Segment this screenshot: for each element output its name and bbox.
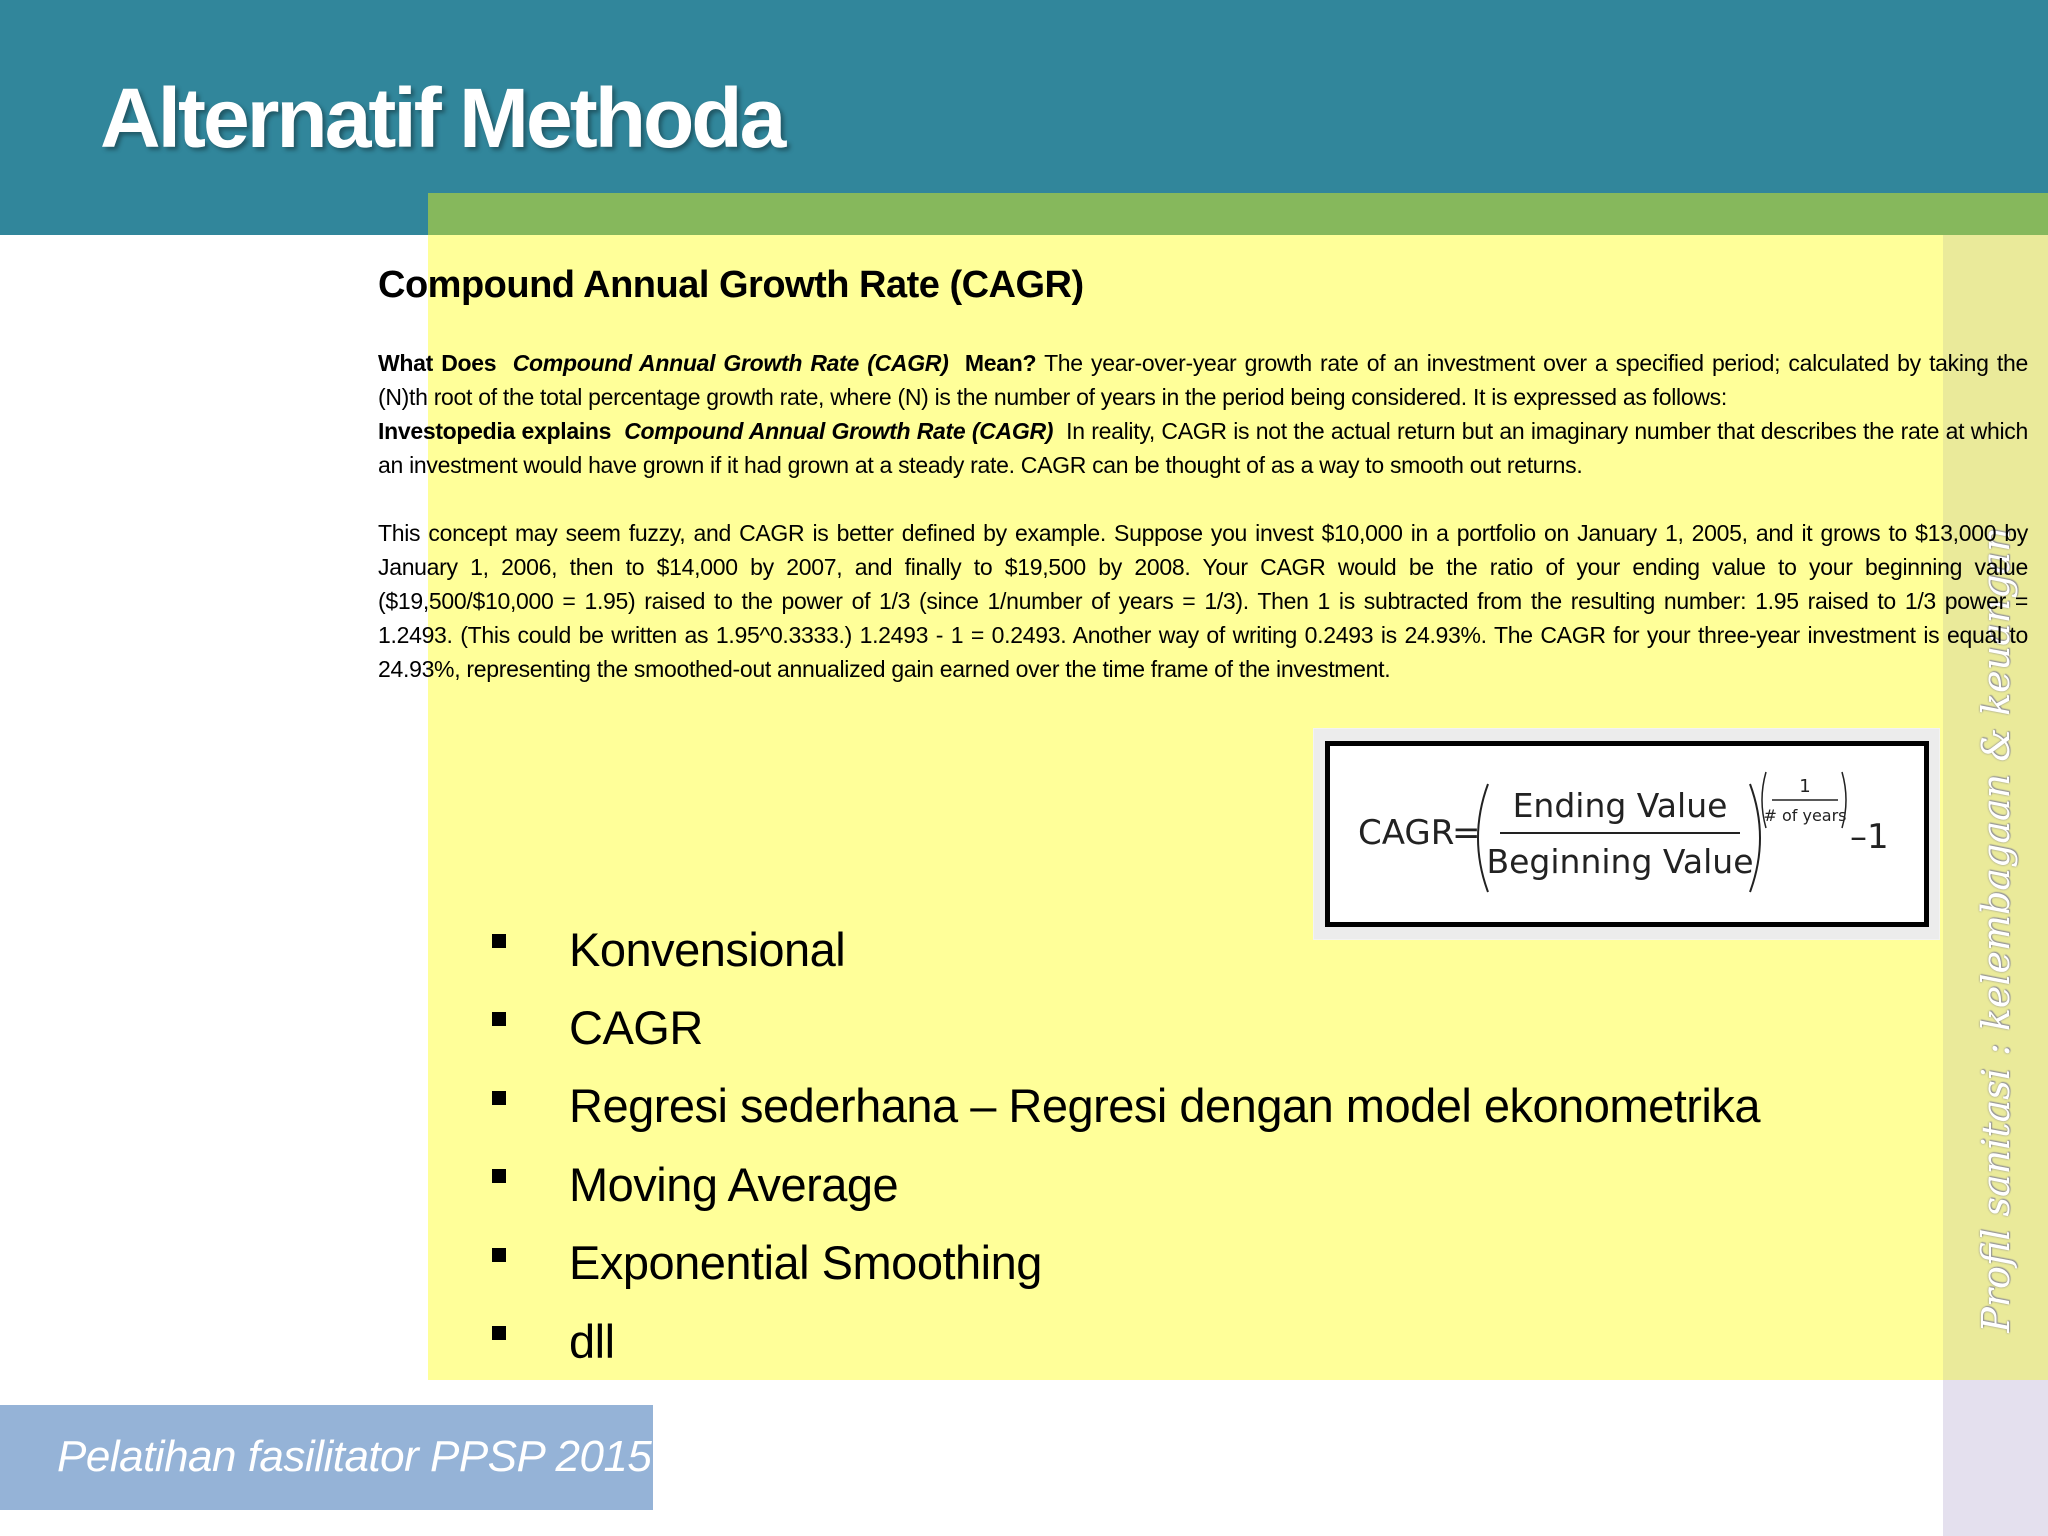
list-item <box>488 1067 1760 1145</box>
side-strip-lower <box>1943 1380 2048 1536</box>
square-bullet-icon <box>492 934 506 948</box>
explains-term: Compound Annual Growth Rate (CAGR) <box>624 418 1054 444</box>
square-bullet-icon <box>492 1012 506 1026</box>
example-paragraph: This concept may seem fuzzy, and CAGR is better defined by example. Suppose you invest $10,000 in a portfolio on January 1, 2005, and it grows to $13,000 by January 1, 2006, then to $14,000 by 2007, and finally to $19,500 by 2008. Your CAGR would be the ratio of your ending value to your beginning value ($19,500/$10,000 = 1.95) raised to the power of 1/3 (since 1/number of years = 1/3). Then 1 is subtracted from the resulting number: 1.95 raised to 1/3 power = 1.2493. (This could be written as 1.95^0.3333.) 1.2493 - 1 = 0.2493. Another way of writing 0.2493 is 24.93%. The CAGR for your three-year investment is equal to 24.93%, representing the smoothed-out annualized gain earned over the time frame of the investment. <box>378 520 2028 682</box>
document-heading: Compound Annual Growth Rate (CAGR) <box>378 264 1084 306</box>
square-bullet-icon <box>492 1169 506 1183</box>
list-item <box>488 1224 1760 1302</box>
list-item <box>488 1145 1760 1223</box>
square-bullet-icon <box>492 1248 506 1262</box>
cagr-document <box>378 262 2028 686</box>
formula-denominator: Beginning Value <box>1485 842 1754 881</box>
definition-text: The year-over-year growth rate of an investment over a specified period; calculated by taking the (N)th root of the total percentage growth rate, where (N) is the number of years in the period being considered. It is expressed as follows: <box>378 350 2028 410</box>
formula-equals: = <box>1451 813 1480 853</box>
slide-title: Alternatif Methoda <box>100 71 784 165</box>
list-item <box>488 1302 1760 1380</box>
formula-numerator: Ending Value <box>1512 786 1727 825</box>
formula-box <box>1325 741 1929 927</box>
definition-term: Compound Annual Growth Rate (CAGR) <box>512 350 949 376</box>
methods-list <box>488 910 1760 1380</box>
list-item-label: CAGR <box>569 1001 703 1055</box>
formula-lhs: CAGR <box>1357 813 1454 853</box>
list-item-label: Moving Average <box>569 1157 899 1211</box>
formula-graphic <box>1330 746 1924 922</box>
exponent-denominator: # of years <box>1762 806 1847 825</box>
list-item-label: dll <box>569 1314 615 1368</box>
list-item <box>488 988 1760 1066</box>
square-bullet-icon <box>492 1091 506 1105</box>
list-item-label: Konvensional <box>569 922 846 976</box>
footer-caption: Pelatihan fasilitator PPSP 2015 <box>57 1432 652 1481</box>
explains-lead: Investopedia explains <box>378 418 612 444</box>
definition-lead: What Does <box>378 350 497 376</box>
list-item <box>488 910 1760 988</box>
list-item-label: Exponential Smoothing <box>569 1236 1042 1290</box>
exponent-numerator: 1 <box>1798 776 1811 797</box>
explains-text: In reality, CAGR is not the actual return but an imaginary number that describes the rate at which an investment would have grown if it had grown at a steady rate. CAGR can be thought of as a way to smooth out returns. <box>378 418 2029 478</box>
side-caption: Profil sanitasi : kelembagaan & keuangan <box>1974 527 2018 1333</box>
formula-minus-one: –1 <box>1849 817 1889 857</box>
definition-paragraph <box>378 346 2028 482</box>
cagr-formula-image <box>1313 728 1940 940</box>
list-item-label: Regresi sederhana – Regresi dengan model ekonometrika <box>569 1079 1761 1133</box>
square-bullet-icon <box>492 1326 506 1340</box>
accent-band <box>428 193 2048 235</box>
definition-mean: Mean? <box>964 350 1037 376</box>
